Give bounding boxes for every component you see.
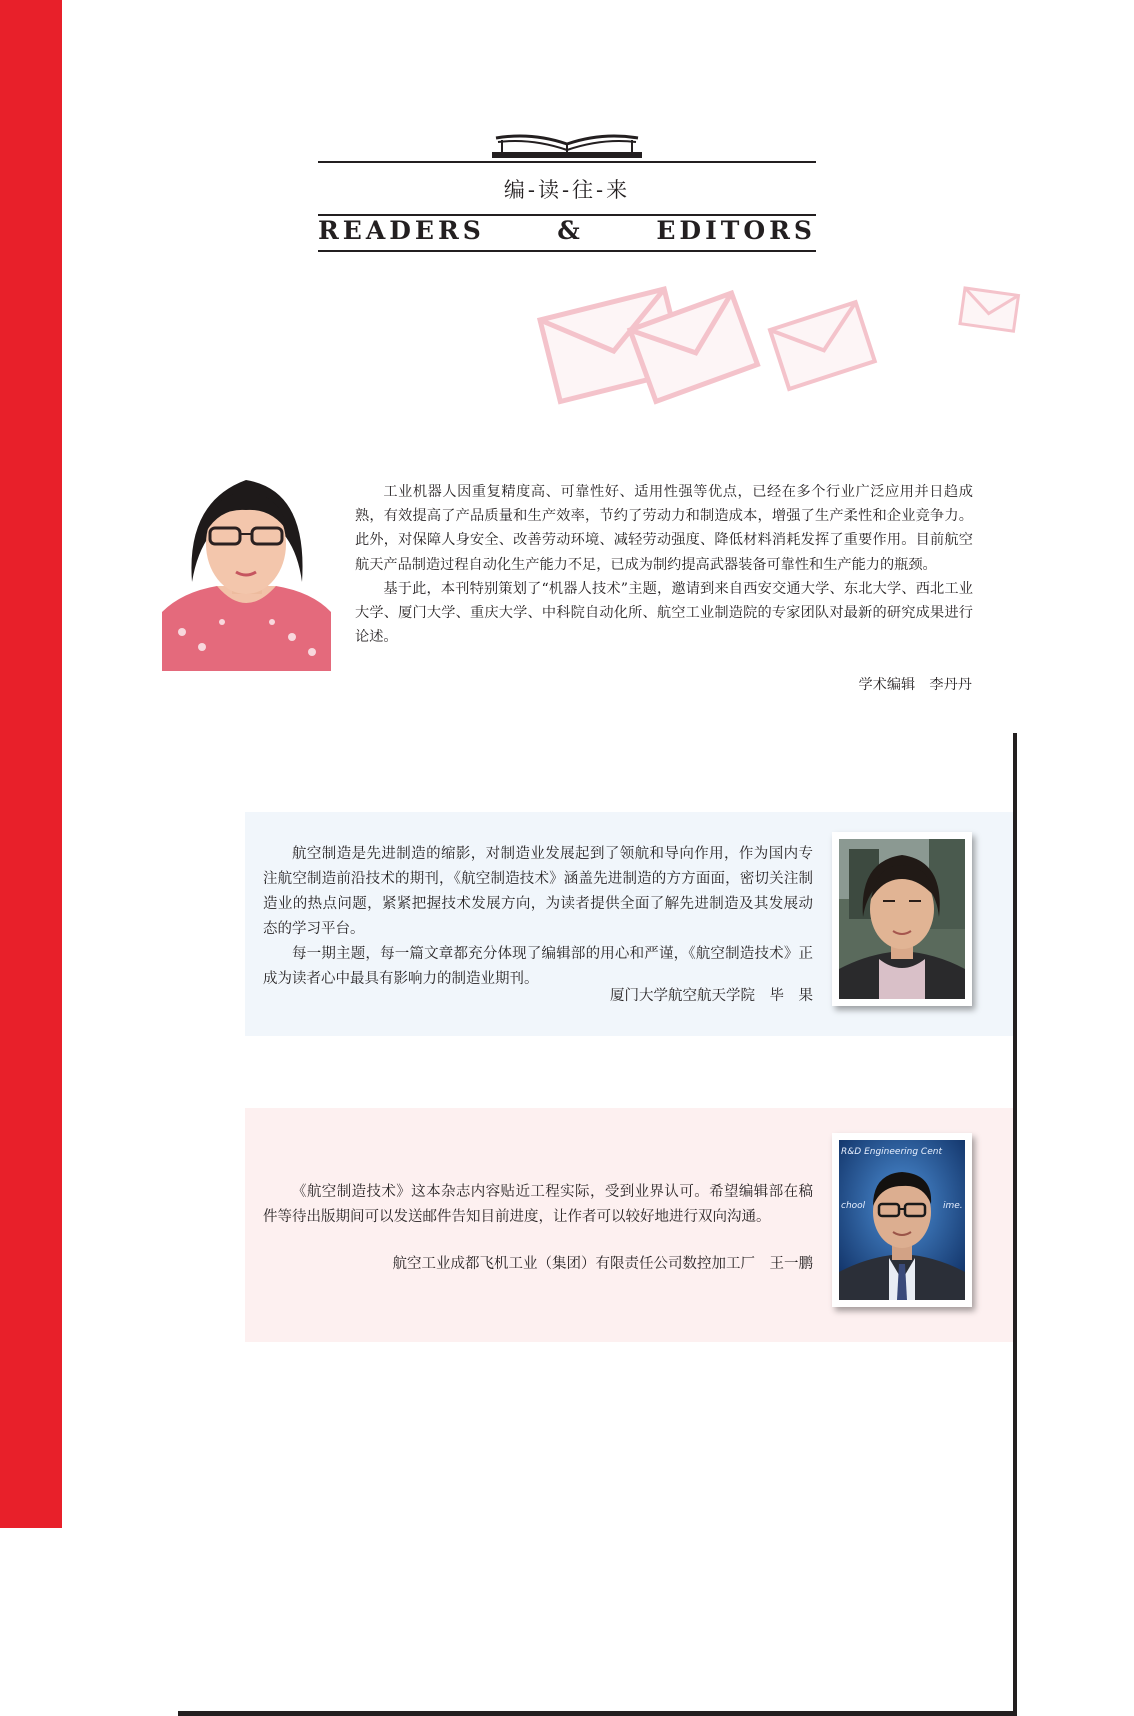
header-top-rule [318,161,816,163]
reader-photo-frame-2 [832,1133,972,1307]
frame-horizontal-line [178,1711,1017,1716]
reader-letter-2 [263,1180,813,1230]
reader-letter-1 [263,842,813,992]
frame-vertical-line [1013,733,1017,1716]
column-title-en [318,216,816,245]
title-word-readers: READERS [318,216,485,245]
envelope-icon [960,288,1018,331]
envelope-icon [770,302,875,389]
photo-caption-fragment: chool [841,1201,866,1211]
letter-paragraph: 《航空制造技术》这本杂志内容贴近工程实际，受到业界认可。希望编辑部在稿件等待出版期间可以发送邮件告知目前进度，让作者可以较好地进行双向沟通。 [263,1184,813,1225]
photo-caption-fragment: ime. [943,1201,963,1211]
editor-signature: 学术编辑 李丹丹 [858,677,972,693]
editor-paragraph: 基于此，本刊特别策划了“机器人技术”主题，邀请到来自西安交通大学、东北大学、西北工业大学、厦门大学、重庆大学、中科院自动化所、航空工业制造院的专家团队对最新的研究成果进行论述。 [355,580,973,646]
title-word-editors: EDITORS [656,216,816,245]
letter-paragraph: 航空制造是先进制造的缩影，对制造业发展起到了领航和导向作用，作为国内专注航空制造前沿技术的期刊，《航空制造技术》涵盖先进制造的方方面面，密切关注制造业的热点问题，紧紧把握技术发展方向，为读者提供全面了解先进制造及其发展动态的学习平台。 [263,846,813,937]
photo-caption-fragment: R&D Engineering Cent [841,1147,942,1157]
reader-portrait-man [839,1140,965,1300]
reader-photo-frame-1 [832,832,972,1006]
letter-paragraph: 每一期主题，每一篇文章都充分体现了编辑部的用心和严谨，《航空制造技术》正成为读者心中最具有影响力的制造业期刊。 [263,946,813,987]
column-title-cn: 编-读-往-来 [503,178,631,202]
editor-paragraph: 工业机器人因重复精度高、可靠性好、适用性强等优点，已经在多个行业广泛应用并日趋成熟，有效提高了产品质量和生产效率，节约了劳动力和制造成本，增强了生产柔性和企业竞争力。此外，对保障人身安全、改善劳动环境、减轻劳动强度、降低材料消耗发挥了重要作用。目前航空航天产品制造过程自动化生产能力不足，已成为制约提高武器装备可靠性和生产能力的瓶颈。 [355,484,973,573]
title-word-ampersand: & [557,216,584,245]
editor-note [355,480,973,649]
editor-portrait [162,462,331,671]
open-book-icon [492,128,642,160]
header-bottom-rule [318,250,816,252]
reader-signature-2: 航空工业成都飞机工业（集团）有限责任公司数控加工厂 王一鹏 [392,1256,813,1272]
envelope-decoration [520,270,1040,450]
column-header [318,128,816,254]
red-side-bar [0,0,62,1528]
reader-portrait-woman [839,839,965,999]
reader-signature-1: 厦门大学航空航天学院 毕 果 [610,988,813,1004]
